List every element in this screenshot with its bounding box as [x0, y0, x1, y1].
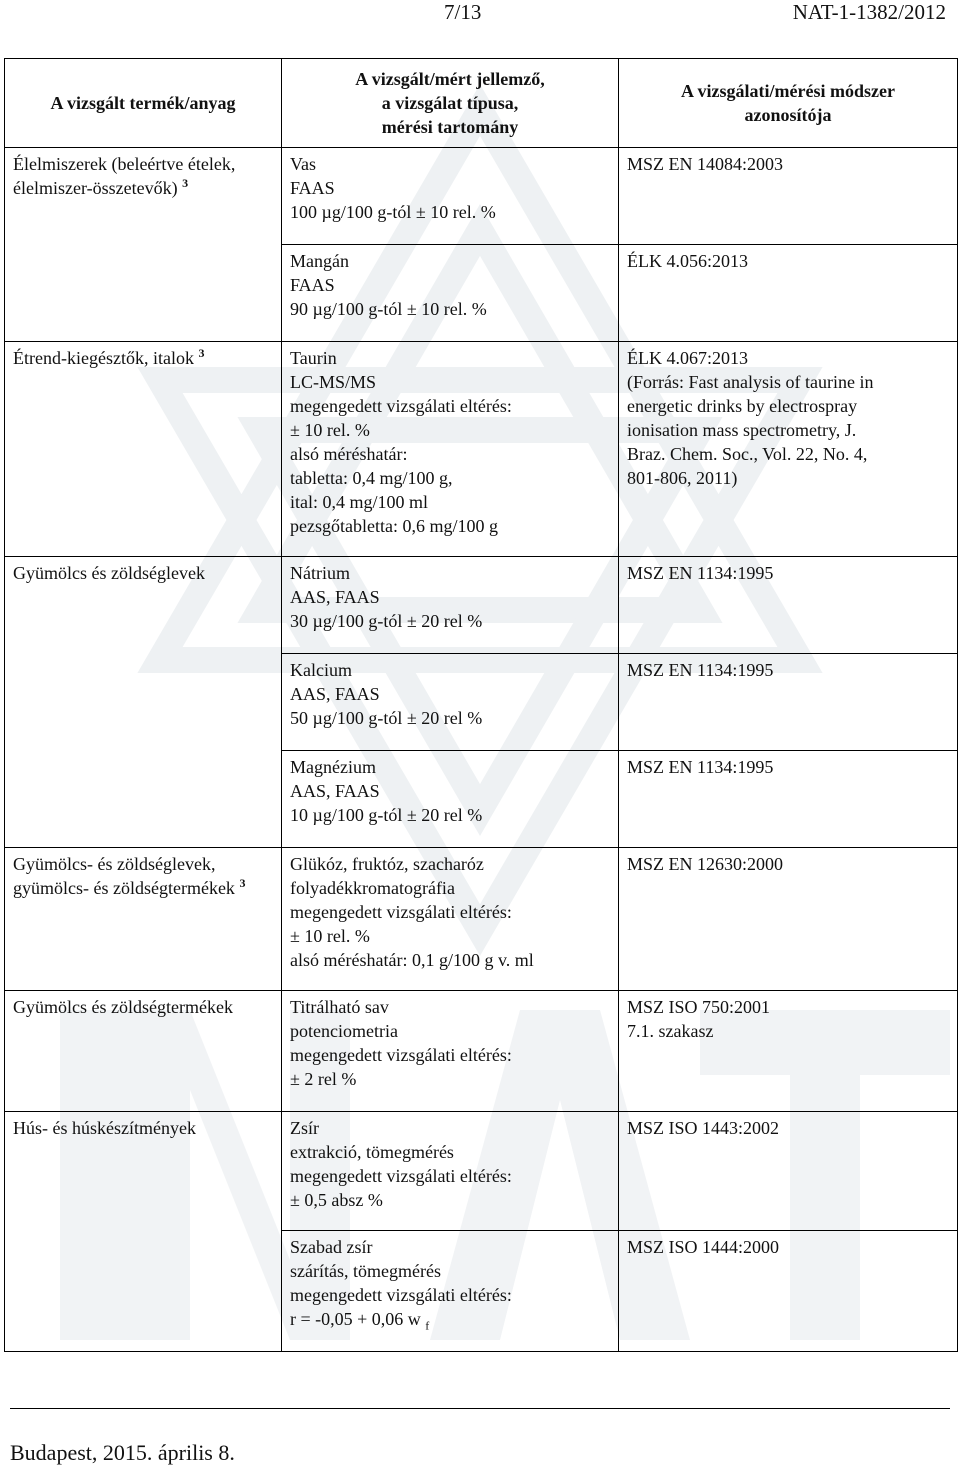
product-line: Gyümölcs és zöldségtermékek — [13, 997, 233, 1017]
method-cell — [619, 1112, 958, 1231]
method-cell — [619, 654, 958, 751]
column-header-product: A vizsgált termék/anyag — [5, 59, 282, 148]
characteristic-line: Kalcium — [290, 660, 352, 680]
characteristic-line: FAAS — [290, 178, 335, 198]
characteristic-line: 10 µg/100 g-tól ± 20 rel % — [290, 805, 483, 825]
method-line: MSZ EN 14084:2003 — [627, 154, 784, 174]
method-line: ionisation mass spectrometry, J. — [627, 420, 857, 440]
characteristic-line: AAS, FAAS — [290, 781, 380, 801]
characteristic-line: tabletta: 0,4 mg/100 g, — [290, 468, 453, 488]
table-row — [5, 148, 958, 245]
characteristic-line: alsó méréshatár: — [290, 444, 408, 464]
characteristic-line: Magnézium — [290, 757, 376, 777]
characteristic-line: folyadékkromatográfia — [290, 878, 455, 898]
characteristic-cell — [282, 1112, 619, 1231]
characteristic-line: Vas — [290, 154, 316, 174]
product-cell — [5, 342, 282, 557]
footer-place-date: Budapest, 2015. április 8. — [10, 1440, 235, 1465]
footnote-marker: 3 — [239, 876, 246, 890]
product-cell — [5, 148, 282, 342]
characteristic-cell — [282, 751, 619, 848]
characteristic-line: Zsír — [290, 1118, 319, 1138]
characteristic-line: megengedett vizsgálati eltérés: — [290, 1285, 512, 1305]
column-header-characteristic: A vizsgált/mért jellemző, a vizsgálat típusa, mérési tartomány — [282, 59, 619, 148]
product-line: Étrend-kiegésztők, italok $^3$ — [13, 346, 205, 368]
method-cell — [619, 751, 958, 848]
product-cell — [5, 557, 282, 848]
table-row — [5, 1112, 958, 1231]
product-line: Gyümölcs- és zöldséglevek, — [13, 854, 216, 874]
characteristic-line: extrakció, tömegmérés — [290, 1142, 454, 1162]
characteristic-line: 50 µg/100 g-tól ± 20 rel % — [290, 708, 483, 728]
characteristic-line: AAS, FAAS — [290, 587, 380, 607]
table-row — [5, 557, 958, 654]
product-cell — [5, 848, 282, 991]
characteristic-line: megengedett vizsgálati eltérés: — [290, 1166, 512, 1186]
method-cell — [619, 342, 958, 557]
method-cell — [619, 148, 958, 245]
characteristic-line: potenciometria — [290, 1021, 398, 1041]
footnote-marker: 3 — [198, 346, 205, 360]
footer-divider — [10, 1408, 950, 1409]
characteristic-line: Mangán — [290, 251, 349, 271]
product-line: Gyümölcs és zöldséglevek — [13, 563, 205, 583]
method-cell — [619, 1231, 958, 1352]
table-row — [5, 848, 958, 991]
method-line: MSZ EN 1134:1995 — [627, 563, 774, 583]
method-line: MSZ ISO 1443:2002 — [627, 1118, 780, 1138]
footnote-marker: 3 — [182, 176, 189, 190]
characteristic-cell — [282, 848, 619, 991]
product-line: Hús- és húskészítmények — [13, 1118, 196, 1138]
table-header — [5, 59, 958, 148]
characteristic-line: r = -0,05 + 0,06 w $_f$ — [290, 1309, 430, 1333]
characteristic-line: Taurin — [290, 348, 337, 368]
product-line: gyümölcs- és zöldségtermékek $^3$ — [13, 876, 246, 898]
accreditation-table — [4, 58, 958, 1352]
table-body — [5, 148, 958, 1352]
characteristic-cell — [282, 557, 619, 654]
method-line: ÉLK 4.056:2013 — [627, 251, 748, 271]
characteristic-line: szárítás, tömegmérés — [290, 1261, 441, 1281]
product-line: Élelmiszerek (beleértve ételek, — [13, 154, 236, 174]
characteristic-line: ± 10 rel. % — [290, 926, 370, 946]
characteristic-cell — [282, 1231, 619, 1352]
page-number: 7/13 — [444, 0, 482, 24]
method-cell — [619, 245, 958, 342]
column-header-method: A vizsgálati/mérési módszer azonosítója — [619, 59, 958, 148]
characteristic-line: ± 0,5 absz % — [290, 1190, 383, 1210]
method-line: MSZ EN 12630:2000 — [627, 854, 784, 874]
characteristic-line: ± 2 rel % — [290, 1069, 357, 1089]
method-cell — [619, 557, 958, 654]
table-row — [5, 342, 958, 557]
characteristic-line: alsó méréshatár: 0,1 g/100 g v. ml — [290, 950, 534, 970]
method-line: MSZ EN 1134:1995 — [627, 660, 774, 680]
characteristic-cell — [282, 245, 619, 342]
characteristic-line: pezsgőtabletta: 0,6 mg/100 g — [290, 516, 498, 536]
characteristic-line: LC-MS/MS — [290, 372, 377, 392]
method-cell — [619, 848, 958, 991]
method-line: MSZ EN 1134:1995 — [627, 757, 774, 777]
characteristic-line: megengedett vizsgálati eltérés: — [290, 396, 512, 416]
table-row — [5, 991, 958, 1112]
characteristic-line: Nátrium — [290, 563, 350, 583]
method-line: (Forrás: Fast analysis of taurine in — [627, 372, 874, 392]
product-line: élelmiszer-összetevők) $^3$ — [13, 176, 189, 198]
characteristic-line: ± 10 rel. % — [290, 420, 370, 440]
characteristic-cell — [282, 342, 619, 557]
characteristic-cell — [282, 148, 619, 245]
method-cell — [619, 991, 958, 1112]
method-line: energetic drinks by electrospray — [627, 396, 858, 416]
document-id: NAT-1-1382/2012 — [792, 0, 946, 24]
method-line: 801-806, 2011) — [627, 468, 738, 488]
characteristic-line: 30 µg/100 g-tól ± 20 rel % — [290, 611, 483, 631]
characteristic-line: megengedett vizsgálati eltérés: — [290, 902, 512, 922]
characteristic-line: ital: 0,4 mg/100 ml — [290, 492, 428, 512]
product-cell — [5, 1112, 282, 1352]
method-line: MSZ ISO 1444:2000 — [627, 1237, 780, 1257]
method-line: Braz. Chem. Soc., Vol. 22, No. 4, — [627, 444, 868, 464]
characteristic-line: 100 µg/100 g-tól ± 10 rel. % — [290, 202, 496, 222]
method-line: 7.1. szakasz — [627, 1021, 714, 1041]
characteristic-line: Glükóz, fruktóz, szacharóz — [290, 854, 484, 874]
product-cell — [5, 991, 282, 1112]
method-line: MSZ ISO 750:2001 — [627, 997, 771, 1017]
characteristic-line: Titrálható sav — [290, 997, 389, 1017]
characteristic-line: megengedett vizsgálati eltérés: — [290, 1045, 512, 1065]
characteristic-line: AAS, FAAS — [290, 684, 380, 704]
characteristic-line: FAAS — [290, 275, 335, 295]
subscript: f — [425, 1318, 430, 1333]
method-line: ÉLK 4.067:2013 — [627, 348, 748, 368]
characteristic-line: 90 µg/100 g-tól ± 10 rel. % — [290, 299, 487, 319]
characteristic-cell — [282, 654, 619, 751]
characteristic-line: Szabad zsír — [290, 1237, 373, 1257]
characteristic-cell — [282, 991, 619, 1112]
